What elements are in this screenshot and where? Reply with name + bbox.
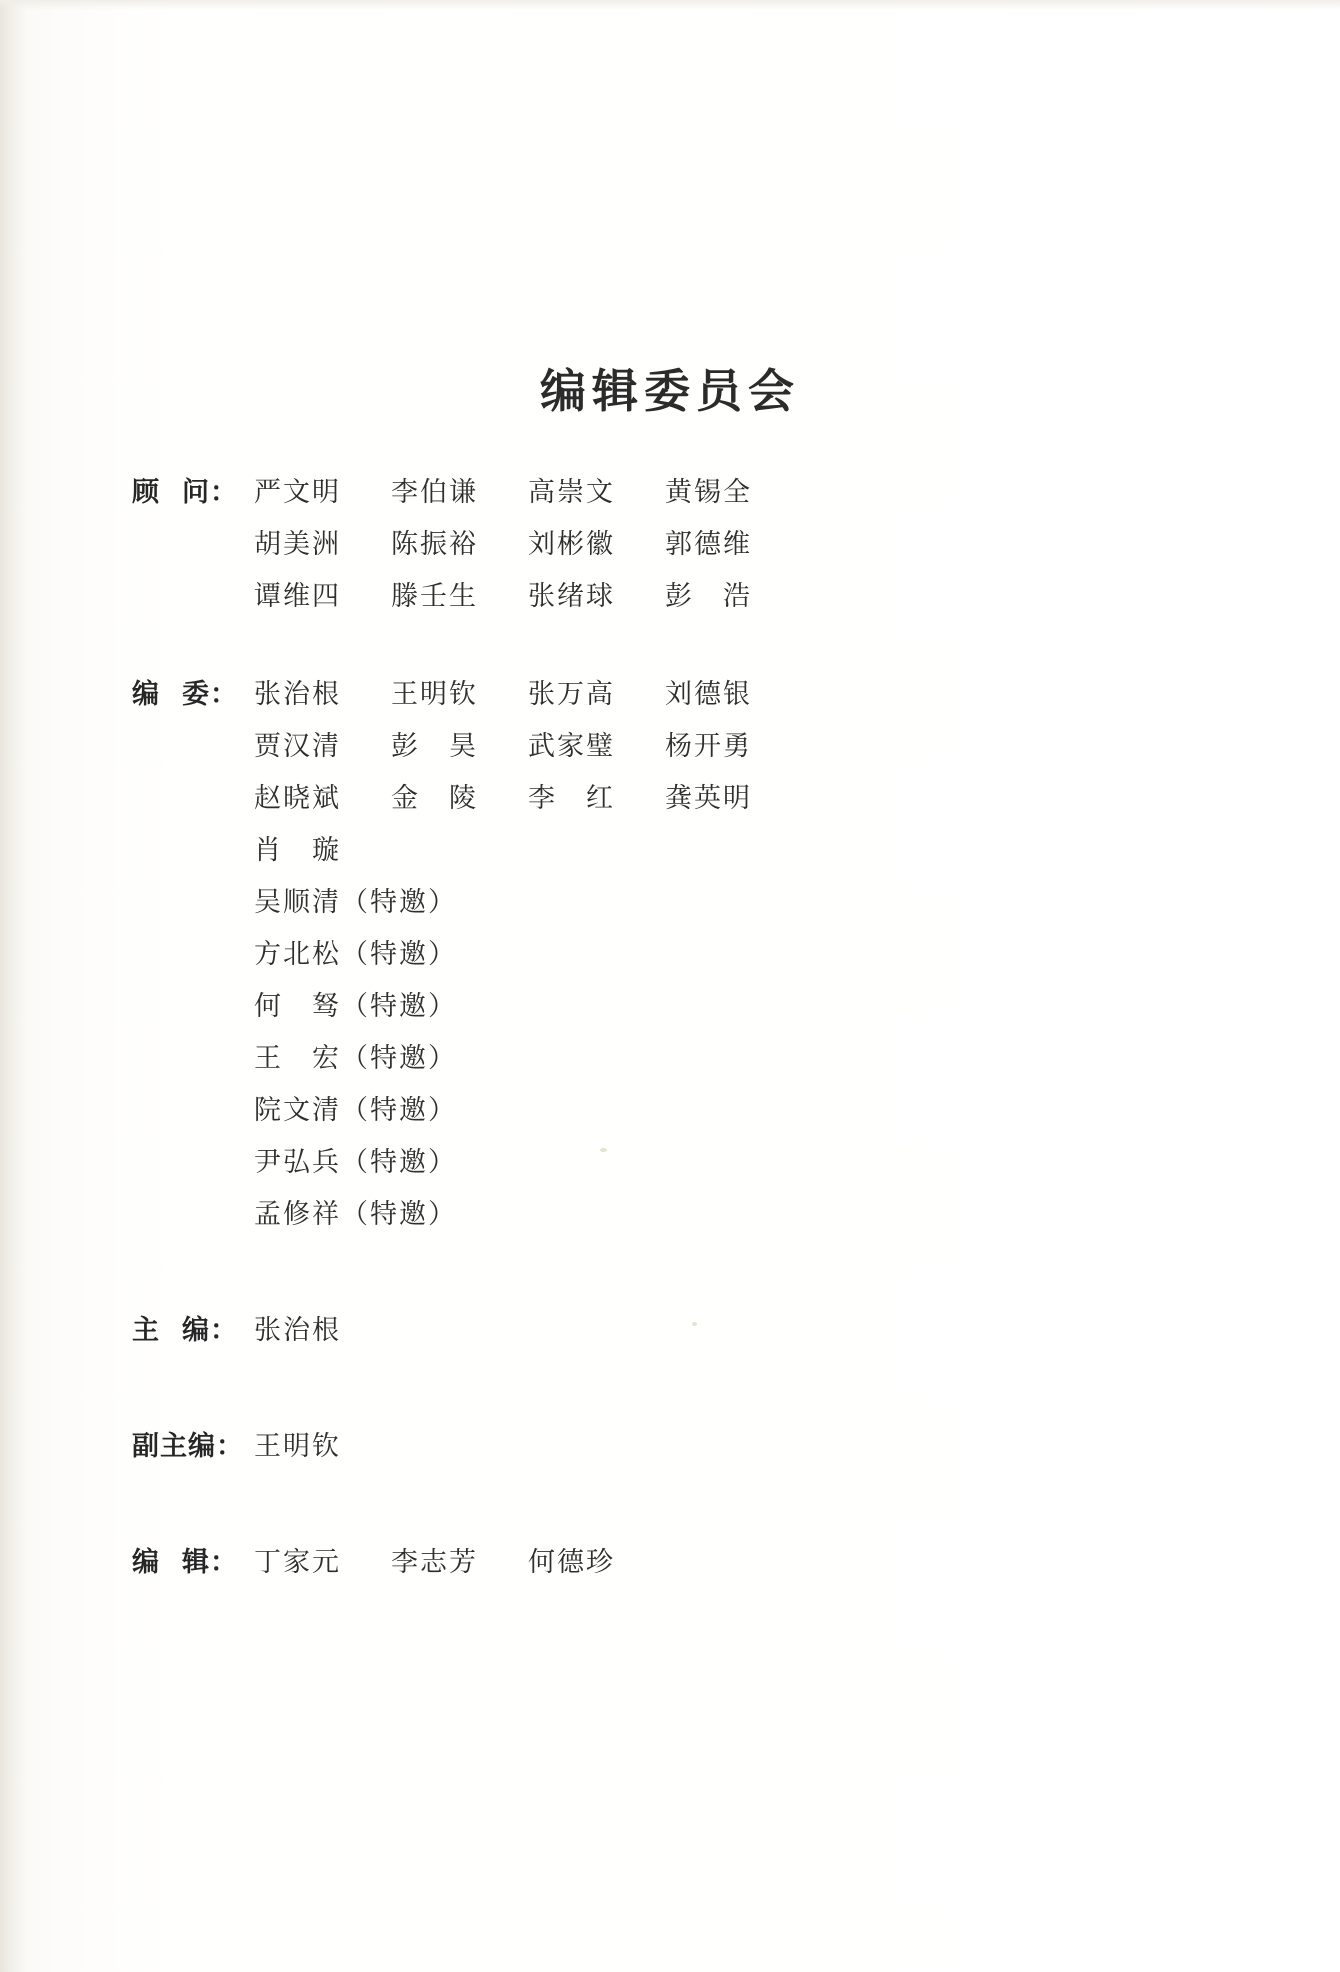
section-label-editor-in-chief: 主 编： — [132, 1315, 238, 1346]
person-name-invited: 吴顺清（特邀） — [254, 887, 457, 918]
person-name: 李志芳 — [391, 1547, 478, 1578]
name-group — [254, 724, 1132, 763]
name-group — [254, 1540, 1132, 1579]
section-label-deputy-editor: 副主编： — [132, 1431, 244, 1462]
entry-row — [132, 1424, 1132, 1476]
person-name-invited: 院文清（特邀） — [254, 1095, 457, 1126]
entry-row-special — [132, 880, 1132, 932]
person-name: 黄锡全 — [665, 477, 752, 508]
person-name-invited: 何 驽（特邀） — [254, 991, 457, 1022]
scan-top-edge — [0, 0, 1340, 10]
entry-row — [132, 672, 1132, 724]
entry-row — [132, 776, 1132, 828]
section-spacer — [132, 656, 1132, 672]
person-name: 何德珍 — [528, 1547, 615, 1578]
person-name: 滕壬生 — [391, 581, 478, 612]
person-name: 王明钦 — [254, 1431, 341, 1462]
section-editorial-members — [132, 672, 1132, 1244]
scan-left-edge — [0, 0, 26, 1972]
name-group — [254, 828, 1132, 867]
section-spacer — [132, 1390, 1132, 1424]
person-name-invited: 孟修祥（特邀） — [254, 1199, 457, 1230]
entry-row — [132, 470, 1132, 522]
person-name: 丁家元 — [254, 1547, 341, 1578]
entry-row — [132, 1308, 1132, 1360]
name-group — [254, 574, 1132, 613]
person-name: 张治根 — [254, 679, 341, 710]
person-name: 郭德维 — [665, 529, 752, 560]
person-name: 龚英明 — [665, 783, 752, 814]
section-spacer — [132, 1506, 1132, 1540]
name-group — [254, 1424, 1132, 1463]
page-title: 编辑委员会 — [540, 364, 800, 418]
person-name-invited: 方北松（特邀） — [254, 939, 457, 970]
person-name: 赵晓斌 — [254, 783, 341, 814]
editorial-board-list — [132, 470, 1132, 1622]
name-group — [254, 470, 1132, 509]
section-label-editors: 编 辑： — [132, 1547, 238, 1578]
name-group — [254, 776, 1132, 815]
section-editor-in-chief — [132, 1308, 1132, 1360]
person-name: 严文明 — [254, 477, 341, 508]
section-spacer — [132, 1274, 1132, 1308]
section-deputy-editor — [132, 1424, 1132, 1476]
entry-row-special — [132, 1192, 1132, 1244]
section-label-editorial-members: 编 委： — [132, 679, 238, 710]
person-name: 刘德银 — [665, 679, 752, 710]
person-name: 彭 浩 — [665, 581, 752, 612]
entry-row-special — [132, 932, 1132, 984]
person-name: 刘彬徽 — [528, 529, 615, 560]
person-name-invited: 尹弘兵（特邀） — [254, 1147, 457, 1178]
entry-row — [132, 724, 1132, 776]
entry-row-special — [132, 984, 1132, 1036]
person-name: 贾汉清 — [254, 731, 341, 762]
person-name: 杨开勇 — [665, 731, 752, 762]
entry-row — [132, 574, 1132, 626]
person-name: 谭维四 — [254, 581, 341, 612]
entry-row-special — [132, 1088, 1132, 1140]
person-name: 肖 璇 — [254, 835, 341, 866]
person-name-invited: 王 宏（特邀） — [254, 1043, 457, 1074]
name-group — [254, 522, 1132, 561]
person-name: 张绪球 — [528, 581, 615, 612]
entry-row — [132, 828, 1132, 880]
person-name: 王明钦 — [391, 679, 478, 710]
section-editors — [132, 1540, 1132, 1592]
entry-row — [132, 522, 1132, 574]
name-group — [254, 672, 1132, 711]
person-name: 李 红 — [528, 783, 615, 814]
person-name: 张治根 — [254, 1315, 341, 1346]
person-name: 武家璧 — [528, 731, 615, 762]
person-name: 金 陵 — [391, 783, 478, 814]
entry-row-special — [132, 1140, 1132, 1192]
person-name: 彭 昊 — [391, 731, 478, 762]
name-group — [254, 1308, 1132, 1347]
person-name: 李伯谦 — [391, 477, 478, 508]
person-name: 陈振裕 — [391, 529, 478, 560]
person-name: 张万高 — [528, 679, 615, 710]
person-name: 高崇文 — [528, 477, 615, 508]
section-advisors — [132, 470, 1132, 626]
entry-row-special — [132, 1036, 1132, 1088]
entry-row — [132, 1540, 1132, 1592]
section-label-advisors: 顾 问： — [132, 477, 238, 508]
person-name: 胡美洲 — [254, 529, 341, 560]
